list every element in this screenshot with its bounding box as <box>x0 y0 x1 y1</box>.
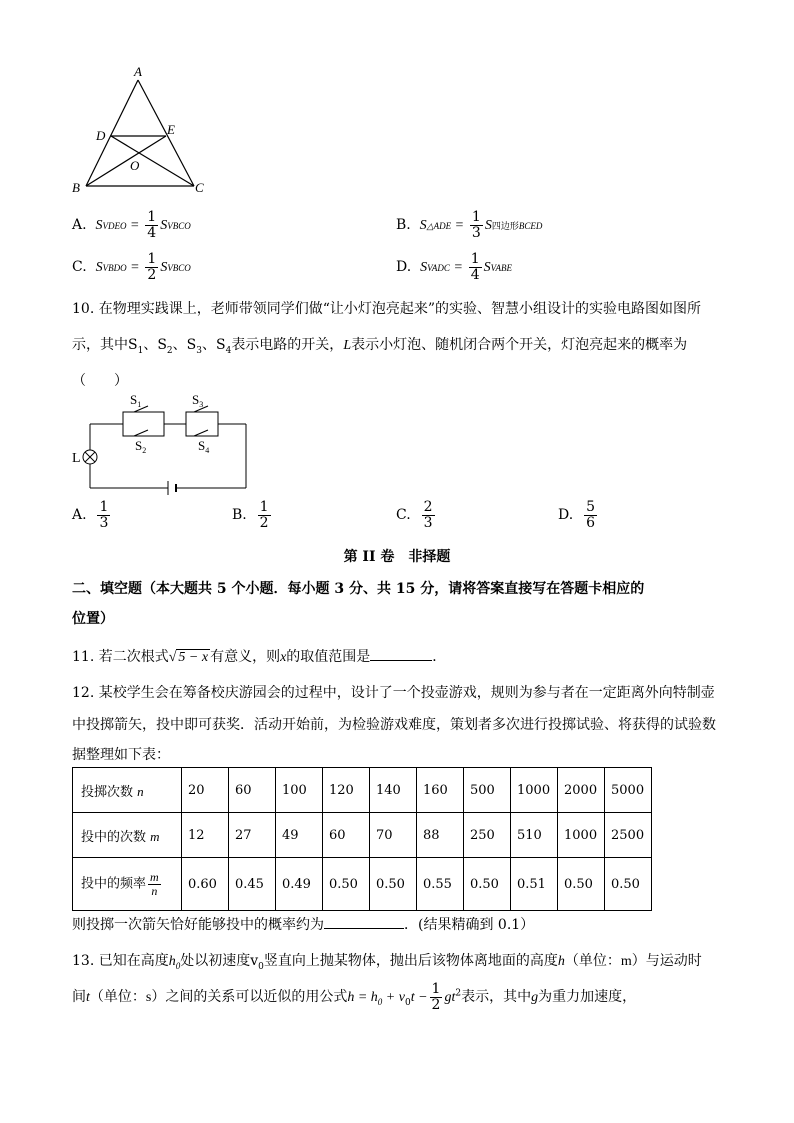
table-cell: 60 <box>229 768 276 813</box>
table-cell: 1000 <box>558 813 605 858</box>
label-l: L <box>72 451 81 466</box>
q9-option-d[interactable]: D. SVADC = $\frac{1}{4}$ SVABE <box>396 251 512 283</box>
q10-option-c[interactable]: C. $\frac{2}{3}$ <box>396 499 433 531</box>
table-cell: 0.51 <box>511 858 558 911</box>
table-row <box>73 858 652 911</box>
q13-line2: 间t（单位：s）之间的关系可以近似的用公式$h = h_0 + v_0t$ − $\frac{1}{2}$ $gt^2$表示，其中g为重力加速度， <box>72 981 637 1013</box>
part2-title: 第 II 卷 非择题 <box>343 549 451 565</box>
table-cell: 12 <box>182 813 229 858</box>
table-header-cell: 投中的次数 m <box>73 813 182 858</box>
fraction: $\frac{1}{2}$ <box>259 499 269 531</box>
label-s2: $S_2$ <box>135 438 147 455</box>
q13-line1: 13. 已知在高度$h_0$处以初速度$v_0$竖直向上抛某物体，抛出后该物体离地面的高度h（单位：m）与运动时 <box>72 953 702 972</box>
switch-s2 <box>134 430 148 436</box>
label-c: C <box>195 180 204 195</box>
label-o: O <box>130 158 140 173</box>
table-cell: 0.50 <box>464 858 511 911</box>
frequency-table <box>72 767 652 911</box>
q10-line1: 10. 在物理实践课上，老师带领同学们做“让小灯泡亮起来”的实验、智慧小组设计的实验电路图如图所 <box>72 301 702 317</box>
table-cell: 0.60 <box>182 858 229 911</box>
table-header-cell: 投掷次数 n <box>73 768 182 813</box>
table-cell: 100 <box>276 768 323 813</box>
table-cell: 0.49 <box>276 858 323 911</box>
fraction: $\frac{1}{3}$ <box>471 209 481 241</box>
q9-option-b[interactable]: B. S△ADE = $\frac{1}{3}$ S四边形BCED <box>396 209 543 241</box>
q10-option-a[interactable]: A. $\frac{1}{3}$ <box>72 499 109 531</box>
table-cell: 5000 <box>605 768 652 813</box>
circuit-diagram <box>68 392 258 500</box>
table-cell: 70 <box>370 813 417 858</box>
table-cell: 0.50 <box>558 858 605 911</box>
table-cell: 88 <box>417 813 464 858</box>
q9-option-c[interactable]: C. SVBDO = $\frac{1}{2}$ SVBCO <box>72 251 191 283</box>
q12-after: 则投掷一次箭矢恰好能够投中的概率约为 ．(结果精确到 0.1） <box>72 917 535 933</box>
fraction: $\frac{1}{4}$ <box>470 251 480 283</box>
table-cell: 0.55 <box>417 858 464 911</box>
table-row <box>73 768 652 813</box>
table-cell: 140 <box>370 768 417 813</box>
label-b: B <box>72 180 80 195</box>
table-cell: 20 <box>182 768 229 813</box>
table-cell: 2500 <box>605 813 652 858</box>
table-cell: 510 <box>511 813 558 858</box>
q12-line1: 12. 某校学生会在筹备校庆游园会的过程中，设计了一个投壶游戏，规则为参与者在一定距离外向特制壶 <box>72 685 715 701</box>
sqrt: √ 5 − x <box>168 650 209 665</box>
table-cell: 0.50 <box>605 858 652 911</box>
table-cell: 1000 <box>511 768 558 813</box>
q11-answer-blank[interactable] <box>370 660 432 661</box>
fraction: $\frac{1}{3}$ <box>99 499 109 531</box>
label-s1: $S_1$ <box>130 392 142 409</box>
table-cell: 250 <box>464 813 511 858</box>
fraction: $\frac{5}{6}$ <box>586 499 596 531</box>
q9-option-a[interactable]: A. SVDEO = $\frac{1}{4}$ SVBCO <box>72 209 191 241</box>
switch-s4 <box>194 430 208 436</box>
table-header-cell: 投中的频率 $\frac{m}{n}$ <box>73 858 182 911</box>
section2-header-line2: 位置） <box>72 611 114 627</box>
table-cell: 0.45 <box>229 858 276 911</box>
table-cell: 49 <box>276 813 323 858</box>
side-ac <box>138 80 194 186</box>
label-a: A <box>134 64 142 79</box>
label-e: E <box>167 122 175 137</box>
table-cell: 120 <box>323 768 370 813</box>
table-row <box>73 813 652 858</box>
fraction: $\frac{1}{2}$ <box>431 981 441 1013</box>
table-cell: 2000 <box>558 768 605 813</box>
table-cell: 160 <box>417 768 464 813</box>
q10-option-d[interactable]: D. $\frac{5}{6}$ <box>558 499 596 531</box>
q12-line2: 中投掷箭矢，投中即可获奖．活动开始前，为检验游戏难度，策划者多次进行投掷试验、将获得的试验数 <box>72 717 716 733</box>
label-s4: $S_4$ <box>198 438 210 455</box>
q12-answer-blank[interactable] <box>324 928 404 929</box>
table-cell: 0.50 <box>323 858 370 911</box>
table-cell: 500 <box>464 768 511 813</box>
q10-paren: （ ） <box>72 373 128 389</box>
q11: 11. 若二次根式√ 5 − x 有意义，则x的取值范围是 ． <box>72 649 447 665</box>
triangle-figure <box>70 60 220 200</box>
section2-header-line1: 二、填空题（本大题共 5 个小题．每小题 3 分、共 15 分，请将答案直接写在答题卡相应的 <box>72 581 645 597</box>
table-cell: 0.50 <box>370 858 417 911</box>
fraction: $\frac{1}{4}$ <box>147 209 157 241</box>
table-cell: 60 <box>323 813 370 858</box>
fraction: $\frac{m}{n}$ <box>150 869 159 898</box>
table-cell: 27 <box>229 813 276 858</box>
q12-line3: 据整理如下表： <box>72 747 170 763</box>
label-d: D <box>96 128 106 143</box>
fraction: $\frac{1}{2}$ <box>147 251 157 283</box>
segment-dc <box>111 136 194 186</box>
label-s3: $S_3$ <box>192 392 204 409</box>
q10-line2: 示，其中$S_1$、$S_2$、$S_3$、$S_4$表示电路的开关，L表示小灯泡、随机闭合两个开关，灯泡亮起来的概率为 <box>72 337 688 356</box>
q10-option-b[interactable]: B. $\frac{1}{2}$ <box>232 499 269 531</box>
fraction: $\frac{2}{3}$ <box>423 499 433 531</box>
